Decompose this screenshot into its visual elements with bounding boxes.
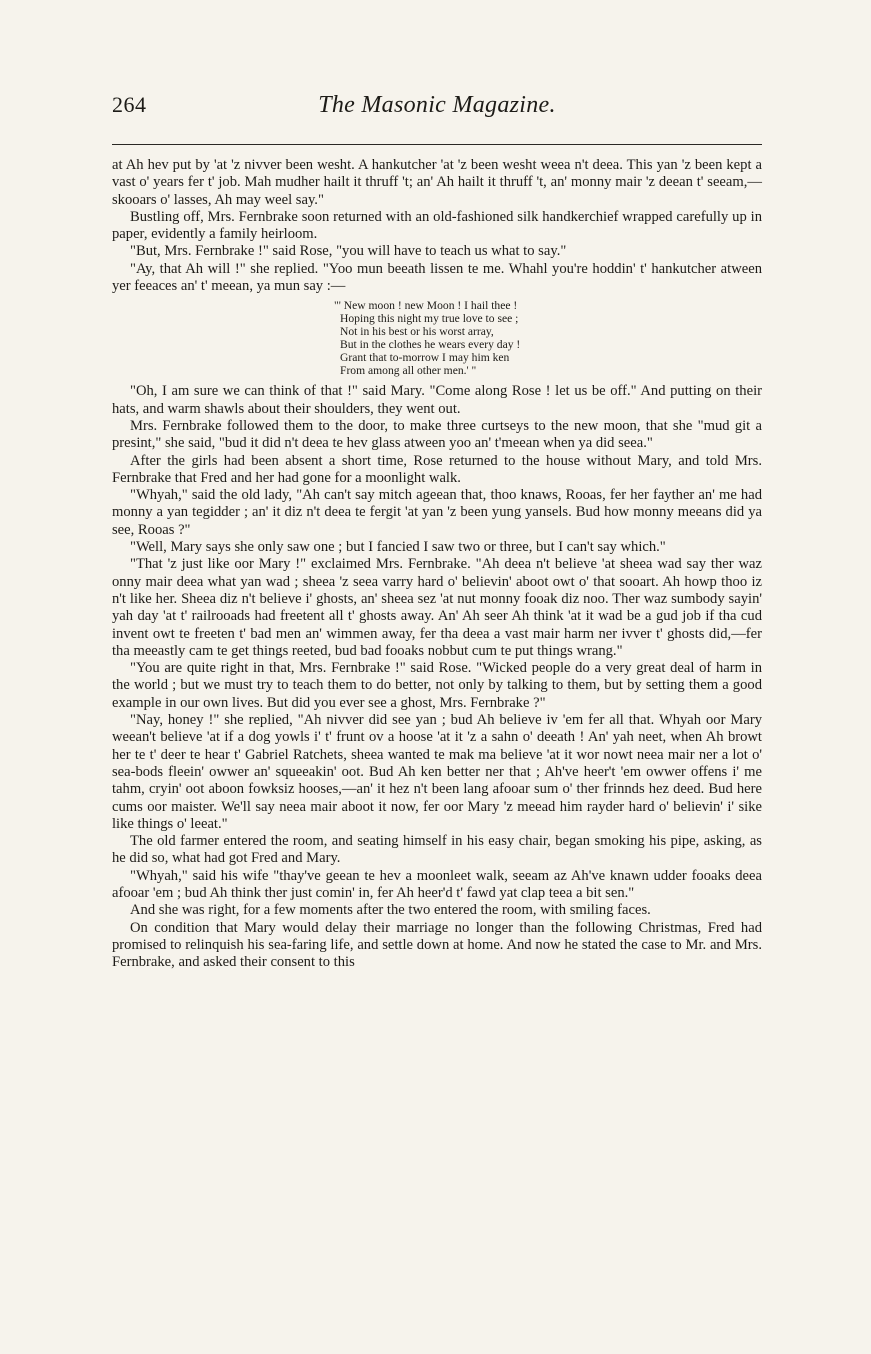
verse-line: Hoping this night my true love to see ; (340, 312, 519, 326)
paragraph: After the girls had been absent a short time, Rose returned to the house without Mary, and told Mrs. Fernbrake that Fred and her had gone for a moonlight walk. (112, 452, 762, 486)
paragraph: The old farmer entered the room, and seating himself in his easy chair, began smoking his pipe, asking, as he did so, what had got Fred and Mary. (112, 833, 762, 867)
verse-line: Grant that to-morrow I may him ken (340, 351, 510, 365)
running-title: The Masonic Magazine. (318, 92, 556, 118)
verse-block (112, 299, 762, 377)
paragraph: "Ay, that Ah will !" she replied. "Yoo mun beeath lissen te me. Whahl you're hoddin' t' hankutcher atween yer feeaces an' t' meean, ya mun say :— (112, 260, 762, 295)
paragraph: "Well, Mary says she only saw one ; but I fancied I saw two or three, but I can't say which." (130, 539, 666, 556)
verse-line: "' New moon ! new Moon ! I hail thee ! (334, 299, 518, 313)
paragraph: Mrs. Fernbrake followed them to the door, to make three curtseys to the new moon, that she "mud git a presint," she said, "bud it did n't deea te hev glass atween yoo an' t'meean when ya did seea." (112, 417, 762, 452)
paragraph: "You are quite right in that, Mrs. Fernbrake !" said Rose. "Wicked people do a very great deal of harm in the world ; but we must try to teach them to do better, not only by talking to them, but by setting them a good example in our own lives. But did you ever see a ghost, Mrs. Fernbrake ?" (112, 660, 762, 711)
body-text (112, 157, 762, 971)
header-rule (112, 144, 762, 145)
paragraph: "But, Mrs. Fernbrake !" said Rose, "you will have to teach us what to say." (130, 243, 567, 260)
paragraph: at Ah hev put by 'at 'z nivver been wesht. A hankutcher 'at 'z been wesht weea n't deea. This yan 'z been kept a vast o' years fer t' job. Mah mudher hailt it thruff 't; an' Ah hailt it thruff 't, an' monny mair 'z deean t' seeam,—skooars o' lasses, Ah may weel say." (112, 157, 762, 208)
paragraph: And she was right, for a few moments after the two entered the room, with smiling faces. (130, 902, 651, 919)
paragraph: On condition that Mary would delay their marriage no longer than the following Christmas, Fred had promised to relinquish his sea-faring life, and settle down at home. And now he stated the case to Mr. and Mrs. Fernbrake, and asked their consent to this (112, 919, 762, 971)
verse-line: From among all other men.' " (340, 364, 477, 378)
page-number: 264 (112, 92, 147, 117)
page-header (112, 92, 762, 126)
paragraph: "Whyah," said his wife "thay've geean te hev a moonleet walk, seeam az Ah've knawn udder fooaks deea afooar 'em ; bud Ah think ther just comin' in, fer Ah heer'd t' fawd yat clap teea a bit sen." (112, 867, 762, 901)
verse-line: But in the clothes he wears every day ! (340, 338, 521, 352)
paragraph: Bustling off, Mrs. Fernbrake soon returned with an old-fashioned silk handkerchief wrapped carefully up in paper, evidently a family heirloom. (112, 208, 762, 243)
paragraph: "That 'z just like oor Mary !" exclaimed Mrs. Fernbrake. "Ah deea n't believe 'at sheea wad say ther waz onny mair deea what yan wad ; sheea 'z seea varry hard o' believin' aboot owt o' that sooart. Ah howp thoo iz n't like her. Sheea diz n't believe i' ghosts, an' sheea sez 'at nut monny fooak diz noo. Ther waz sumbody sayin' yah day 'at t' railrooads had freetent all t' ghosts away. An' Ah seer Ah think 'at it wad be a gud job if tha cud invent owt te freeten t' bad men an' wimmen away, fer tha deea a vast mair harm ner ivver t' ghosts did,—fer tha meeastly cam te get things reeted, bud bad fooaks nobbut cum te put things wrang." (112, 556, 762, 659)
paragraph: "Whyah," said the old lady, "Ah can't say mitch ageean that, thoo knaws, Rooas, fer her fayther an' me had monny a yan tegidder ; an' it diz n't deea te fergit 'at yan 'z been yung yansels. Bud how monny meeans did ya see, Rooas ?" (112, 487, 762, 538)
verse-line: Not in his best or his worst array, (340, 325, 494, 339)
paragraph: "Nay, honey !" she replied, "Ah nivver did see yan ; bud Ah believe iv 'em fer all that. Whyah oor Mary weean't believe 'at if a dog yowls i' t' frunt ov a hoose 'at it 'z a sahn o' deeath ! An' yah neet, when Ah browt her te t' deer te hear t' Gabriel Ratchets, sheea wanted te mak ma believe 'at it wor nowt neea mair ner a lot o' sea-bods fleein' owwer an' squeeakin' oot. Bud Ah ken better ner that ; Ah've heer't 'em owwer offens i' me tahm, cryin' oot aboon fowksiz hooses,—an' it hez n't been lang afooar sum o' ther frinnds hez deed. Bud here cums oor maister. We'll say neea mair aboot it now, fer oor Mary 'z meead him rayder hard o' believin' i' sike like things o' leeat." (112, 712, 762, 832)
paragraph: "Oh, I am sure we can think of that !" said Mary. "Come along Rose ! let us be off." And putting on their hats, and warm shawls about their shoulders, they went out. (112, 383, 762, 417)
